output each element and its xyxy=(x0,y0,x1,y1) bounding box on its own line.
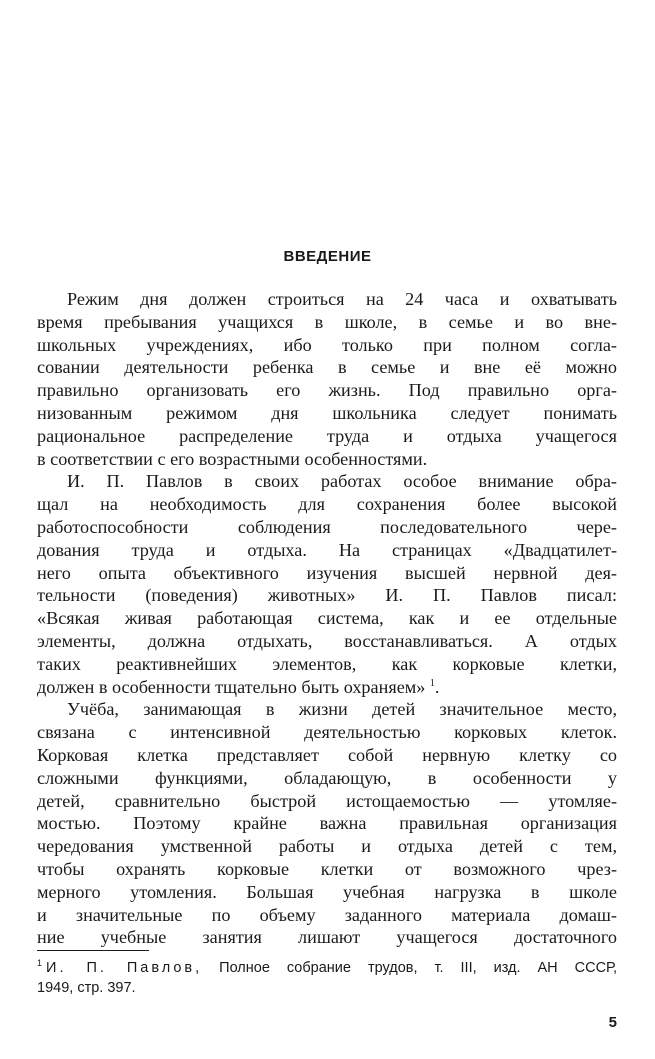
text-line: рациональное распределение труда и отдыха учащегося xyxy=(37,425,617,446)
text-line: сложными функциями, обладающую, в особенности у xyxy=(37,767,617,788)
text-line: школьных учреждениях, ибо только при полном согла- xyxy=(37,334,617,355)
text-line: тельности (поведения) животных» И. П. Павлов писал: xyxy=(37,585,617,606)
text-line: дования труда и отдыха. На страницах «Двадцатилет- xyxy=(37,539,617,560)
text-line: ние учебные занятия лишают учащегося достаточного xyxy=(37,927,617,948)
footnote-mark: 1 xyxy=(37,958,43,969)
text-line: элементы, должна отдыхать, восстанавливаться. А отдых xyxy=(37,630,617,651)
footnote-line: 1949, стр. 397. xyxy=(37,980,136,996)
footnote-author: И. П. Павлов, xyxy=(46,960,203,976)
text-line: него опыта объективного изучения высшей нервной дея- xyxy=(37,562,617,583)
text-line: детей, сравнительно быстрой истощаемостью — утомляе- xyxy=(37,790,617,811)
text-line: И. П. Павлов в своих работах особое внимание обра- xyxy=(67,471,617,492)
page-number: 5 xyxy=(608,1014,617,1031)
footnote-line xyxy=(37,958,617,978)
text-line: должен в особенности тщательно быть охраняем» xyxy=(37,676,426,697)
footnote-reference: 1 xyxy=(429,677,435,689)
text-line: мостью. Поэтому крайне важна правильная организация xyxy=(37,813,617,834)
text-line-with-footnote: должен в особенности тщательно быть охраняем» $^1$. xyxy=(37,676,440,697)
text-line: Учёба, занимающая в жизни детей значительное место, xyxy=(67,699,617,720)
text-line: совании деятельности ребенка в семье и вне её можно xyxy=(37,357,617,378)
text-line: в соответствии с его возрастными особенностями. xyxy=(37,448,428,469)
text-line: чтобы охранять корковые клетки от возможного чрез- xyxy=(37,858,617,879)
text-line: мерного утомления. Большая учебная нагрузка в школе xyxy=(37,881,617,902)
footnote-divider xyxy=(37,950,149,951)
chapter-heading: ВВЕДЕНИЕ xyxy=(283,248,372,265)
text-line: связана с интенсивной деятельностью корковых клеток. xyxy=(37,722,617,743)
text-line: и значительные по объему заданного материала домаш- xyxy=(37,904,617,925)
footnote xyxy=(37,958,617,998)
text-line: чередования умственной работы и отдыха детей с тем, xyxy=(37,836,617,857)
text-line: «Всякая живая работающая система, как и ее отдельные xyxy=(37,608,617,629)
text-line: Корковая клетка представляет собой нервную клетку со xyxy=(37,744,617,765)
text-line: время пребывания учащихся в школе, в семье и во вне- xyxy=(37,311,617,332)
text-line: работоспособности соблюдения последовательного чере- xyxy=(37,516,617,537)
text-line: правильно организовать его жизнь. Под правильно орга- xyxy=(37,380,617,401)
text-line: Режим дня должен строиться на 24 часа и охватывать xyxy=(67,289,617,309)
text-line: щал на необходимость для сохранения более высокой xyxy=(37,494,617,515)
text-line: низованным режимом дня школьника следует понимать xyxy=(37,402,617,423)
body-text xyxy=(37,288,617,949)
footnote-citation: Полное собрание трудов, т. III, изд. АН СССР, xyxy=(219,960,618,976)
text-line: таких реактивнейших элементов, как корковые клетки, xyxy=(37,653,617,674)
